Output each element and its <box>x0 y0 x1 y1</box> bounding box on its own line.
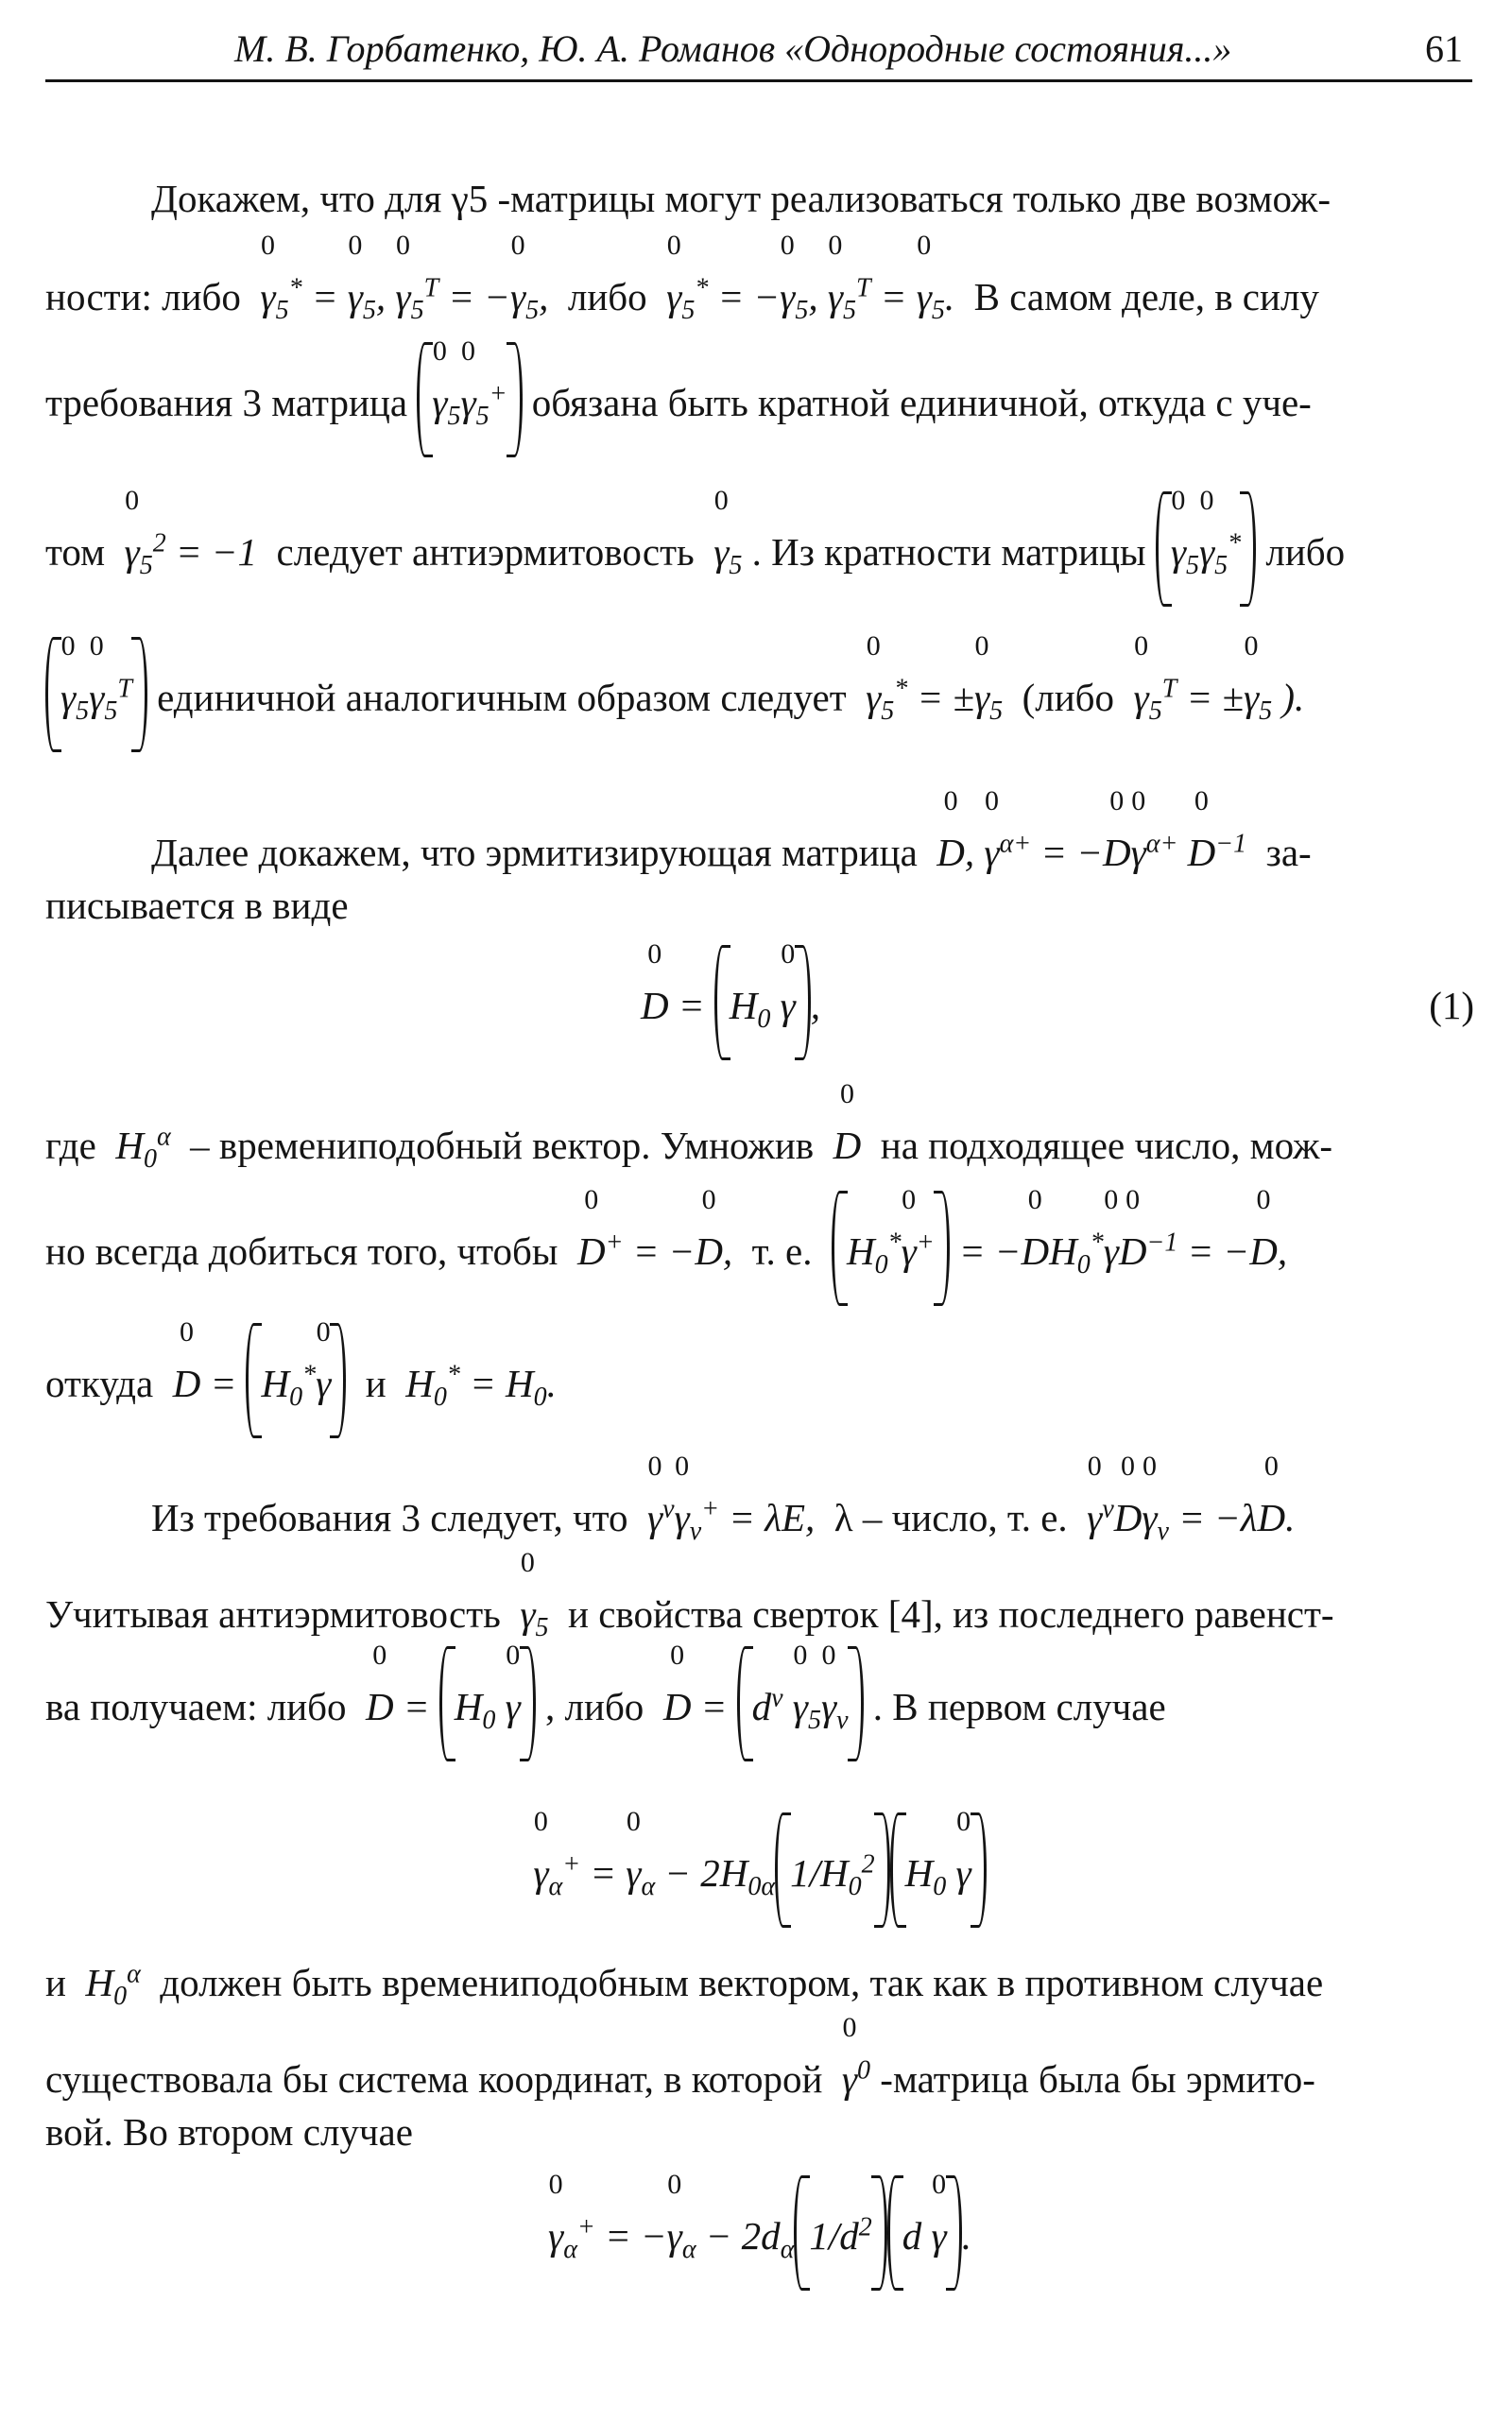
page-number: 61 <box>1425 27 1463 70</box>
math-formula: γ 0 $^\nu$D 0 γ 0 $_\nu$ = −λD 0 . <box>1087 1451 1296 1547</box>
math-formula: γ 0 $_5$ <box>520 1547 549 1643</box>
text-span: откуда <box>45 1362 154 1405</box>
text-span: следует антиэрмитовость <box>276 530 695 574</box>
math-formula: γ 0 $_5$* = γ 0 $_5$, γ 0 $_5^T$ = −γ 0 $_5$, <box>260 230 558 326</box>
text-line <box>45 1959 1474 2012</box>
math-formula: γ 0 $_5$ <box>713 485 743 581</box>
text-span: и свойства сверток [4], из последнего равенст- <box>568 1592 1334 1636</box>
text-line <box>151 176 1474 221</box>
bracketed-formula: γ 0 $_5$γ 0 $_5$* <box>1156 529 1256 575</box>
text-line <box>45 1184 1474 1280</box>
text-span: ва получаем: либо <box>45 1685 347 1728</box>
bracketed-formula: γ 0 $_5$γ 0 $_5^T$ <box>45 675 147 720</box>
text-span: либо <box>1265 530 1346 574</box>
header-title: М. В. Горбатенко, Ю. А. Романов «Однородные состояния...» <box>234 27 1232 70</box>
text-span: где <box>45 1124 96 1167</box>
equation-line <box>45 2169 1474 2265</box>
equation-gamma-plus-second-case: γ 0 $_\alpha$+ = −γ 0 $_\alpha - 2d_\alpha$ $1/d^2$ d γ 0 . <box>548 2169 971 2265</box>
text-span: существовала бы система координат, в которой <box>45 2057 823 2101</box>
text-line <box>45 1547 1474 1643</box>
text-span: Докажем, что для γ5 -матрицы могут реализоваться только две возмож- <box>151 177 1332 220</box>
header-rule <box>45 79 1472 82</box>
math-formula: D 0 , γ 0 $^{\alpha+}$ = −D 0 γ 0 $^{\alpha+}$ D 0 $^{-1}$ <box>936 785 1247 874</box>
equation-gamma-plus-first-case: γ 0 $_\alpha$+ = γ 0 $_\alpha - 2H_{0\alpha}$ $1/H_0^2$ $H_0$ γ 0 <box>533 1851 986 1895</box>
text-span: – времениподобный вектор. Умножив <box>190 1124 815 1167</box>
math-formula: $H_0^\alpha$ <box>106 1122 171 1175</box>
text-span: Из требования 3 следует, что <box>151 1496 628 1539</box>
text-line <box>45 335 1474 432</box>
math-formula: γ 0 $_5^T$ = ±γ 0 $_5$ ). <box>1133 630 1305 727</box>
text-span: вой. Во втором случае <box>45 2110 413 2154</box>
text-line <box>45 1316 1474 1413</box>
text-span: и <box>365 1362 387 1405</box>
text-span: Учитывая антиэрмитовость <box>45 1592 501 1636</box>
text-span: том <box>45 530 106 574</box>
text-line <box>45 2109 1474 2155</box>
text-span: -матрица была бы эрмито- <box>880 2057 1315 2101</box>
text-line <box>45 1640 1474 1736</box>
text-span: (либо <box>1022 676 1115 719</box>
math-formula: $H_0^\alpha$ <box>76 1959 141 2012</box>
math-formula: γ 0 $_5$* = −γ 0 $_5$, γ 0 $_5^T$ = γ 0 $_5$. <box>666 230 965 326</box>
text-span: требования 3 матрица <box>45 381 408 424</box>
text-line <box>151 1451 1474 1547</box>
text-span: либо <box>567 275 647 318</box>
text-span: обязана быть кратной единичной, откуда с уче- <box>531 381 1312 424</box>
text-span: В самом деле, в силу <box>973 275 1319 318</box>
text-span: но всегда добиться того, чтобы <box>45 1229 558 1273</box>
math-formula: D 0 <box>833 1078 862 1167</box>
text-line <box>45 2012 1474 2102</box>
bracketed-formula: γ 0 $_5$γ 0 $_5$+ <box>417 380 522 425</box>
text-span: за- <box>1265 831 1312 874</box>
text-span: . Из кратности матрицы <box>751 530 1146 574</box>
equation-1: D 0 = $H_0$ γ 0 , <box>641 938 821 1035</box>
math-formula: γ 0 $_5^2$ = −1 <box>124 485 267 581</box>
math-formula: $H_0^*\gamma$ 0 + = −D 0 $H_0^*\gamma$ 0 D 0 $^{-1}$ = −D 0 , <box>822 1229 1287 1273</box>
text-line <box>45 1078 1474 1175</box>
text-span: Далее докажем, что эрмитизирующая матрица <box>151 831 918 874</box>
text-span: должен быть времениподобным вектором, так как в противном случае <box>160 1961 1324 2004</box>
text-span: на подходящее число, мож- <box>880 1124 1333 1167</box>
math-formula: D 0 = $H_0^*\gamma$ 0 <box>163 1362 355 1405</box>
text-line <box>45 630 1474 727</box>
running-header <box>45 26 1472 85</box>
text-span: т. е. <box>751 1229 813 1273</box>
text-span: писывается в виде <box>45 884 349 927</box>
math-formula: γ 0 $_5$* = ±γ 0 $_5$ <box>866 630 1004 727</box>
math-formula: D 0 = $H_0$ γ 0 <box>356 1685 536 1728</box>
equation-line <box>45 1806 1474 1902</box>
text-span: , либо <box>545 1685 644 1728</box>
math-formula: $H_0^* = H_0$. <box>395 1360 557 1413</box>
text-span: λ – число, т. е. <box>833 1496 1068 1539</box>
text-line <box>45 883 1474 928</box>
text-span: . В первом случае <box>872 1685 1166 1728</box>
equation-number: (1) <box>1429 984 1474 1027</box>
text-span: ности: либо <box>45 275 241 318</box>
text-line <box>151 785 1474 875</box>
text-span: и <box>45 1961 66 2004</box>
math-formula: D 0 + = −D 0 , <box>576 1184 743 1273</box>
math-formula: D 0 = $d^\nu$ γ 0 $_5$γ 0 $_\nu$ <box>654 1685 864 1728</box>
math-formula: γ 0 $^\nu$γ 0 $_\nu$+ = λE, <box>646 1451 825 1547</box>
text-line <box>45 230 1474 326</box>
math-formula: γ 0 $^0$ <box>841 2012 871 2101</box>
text-span: единичной аналогичным образом следует <box>157 676 847 719</box>
text-line <box>45 485 1474 581</box>
